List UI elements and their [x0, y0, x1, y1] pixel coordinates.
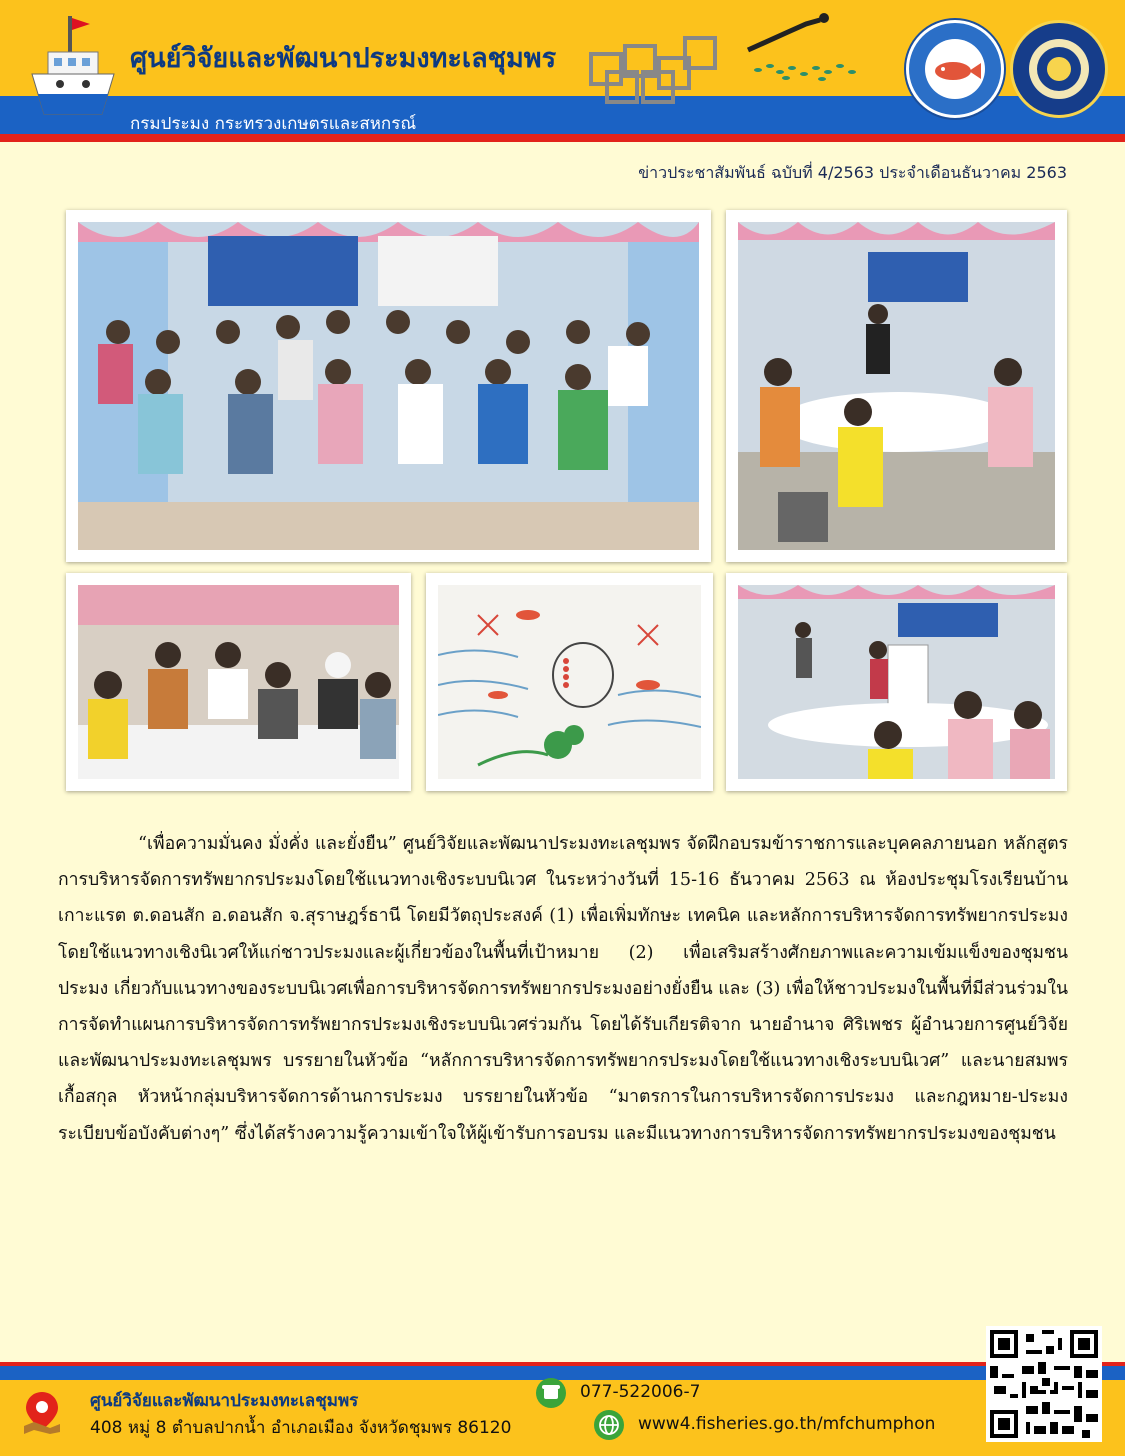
- group-photo-icon: [78, 222, 699, 550]
- ship-icon: [28, 10, 118, 125]
- phone-icon: [536, 1378, 566, 1408]
- diver-fish-icon: [728, 10, 868, 85]
- seal-emblem: [1029, 39, 1089, 99]
- training-session-photo-icon: [738, 222, 1055, 550]
- news-body: [58, 826, 1068, 1152]
- workshop-table-photo-icon: [78, 585, 399, 779]
- department-of-fisheries-logo: [1010, 20, 1108, 118]
- footer-org-name: ศูนย์วิจัยและพัฒนาประมงทะเลชุมพร: [90, 1391, 359, 1411]
- issue-line: ข่าวประชาสัมพันธ์ ฉบับที่ 4/2563 ประจำเดือนธันวาคม 2563: [638, 163, 1067, 182]
- qr-code[interactable]: [986, 1326, 1102, 1442]
- page-subtitle: กรมประมง กระทรวงเกษตรและสหกรณ์: [130, 114, 417, 134]
- fisheries-center-logo: [906, 20, 1004, 118]
- news-paragraph: “เพื่อความมั่นคง มั่งคั่ง และยั่งยืน” ศูนย์วิจัยและพัฒนาประมงทะเลชุมพร จัดฝึกอบรมข้าราชการและบุคคลภายนอก หลักสูตร การบริหารจัดการทรัพยากรประมงโดยใช้แนวทางเชิงระบบนิเวศ ในระหว่างวันที่ 15-16 ธันวาคม 2563 ณ ห้องประชุมโรงเรียนบ้านเกาะแรต ต.ดอนสัก อ.ดอนสัก จ.สุราษฎร์ธานี โดยมีวัตถุประสงค์ (1) เพื่อเพิ่มทักษะ เทคนิค และหลักการบริหารจัดการทรัพยากรประมงโดยใช้แนวทางเชิงนิเวศให้แก่ชาวประมงและผู้เกี่ยวข้องในพื้นที่เป้าหมาย (2) เพื่อเสริมสร้างศักยภาพและความเข้มแข็งของชุมชนประมง เกี่ยวกับแนวทางของระบบนิเวศเพื่อการบริหารจัดการทรัพยากรประมงอย่างยั่งยืน และ (3) เพื่อให้ชาวประมงในพื้นที่มีส่วนร่วมในการจัดทำแผนการบริหารจัดการทรัพยากรประมงเชิงระบบนิเวศร่วมกัน โดยได้รับเกียรติจาก นายอำนาจ ศิริเพชร ผู้อำนวยการศูนย์วิจัยและพัฒนาประมงทะเลชุมพร บรรยายในหัวข้อ “หลักการบริหารจัดการทรัพยากรประมงโดยใช้แนวทางเชิงระบบนิเวศ” และนายสมพร เกื้อสกุล หัวหน้ากลุ่มบริหารจัดการด้านการประมง บรรยายในหัวข้อ “มาตรการในการบริหารจัดการประมง และกฎหมาย-ประมง ระเบียบข้อบังคับต่างๆ” ซึ่งได้สร้างความรู้ความเข้าใจให้ผู้เข้ารับการอบรม และมีแนวทางการบริหารจัดการทรัพยากรประมงของชุมชน: [58, 834, 1068, 1144]
- artificial-reef-cubes-icon: [585, 28, 720, 106]
- photo-presentation: [726, 573, 1067, 791]
- qr-code-icon: [986, 1326, 1102, 1442]
- fish-emblem: [925, 39, 985, 99]
- footer-address: 408 หมู่ 8 ตำบลปากน้ำ อำเภอเมือง จังหวัดชุมพร 86120: [90, 1418, 512, 1438]
- page-title: ศูนย์วิจัยและพัฒนาประมงทะเลชุมพร: [130, 43, 557, 74]
- globe-icon: [594, 1410, 624, 1440]
- seal-icon: [1029, 39, 1089, 99]
- photo-group: [66, 210, 711, 562]
- footer-phone[interactable]: 077-522006-7: [580, 1382, 701, 1402]
- map-drawing-photo-icon: [438, 585, 701, 779]
- footer-website-link[interactable]: www4.fisheries.go.th/mfchumphon: [638, 1414, 936, 1434]
- photo-training: [726, 210, 1067, 562]
- page-header: [0, 0, 1125, 150]
- presentation-photo-icon: [738, 585, 1055, 779]
- photo-map-drawing: [426, 573, 713, 791]
- fish-icon: [925, 39, 985, 99]
- location-pin-icon: [22, 1390, 62, 1434]
- photo-workshop: [66, 573, 411, 791]
